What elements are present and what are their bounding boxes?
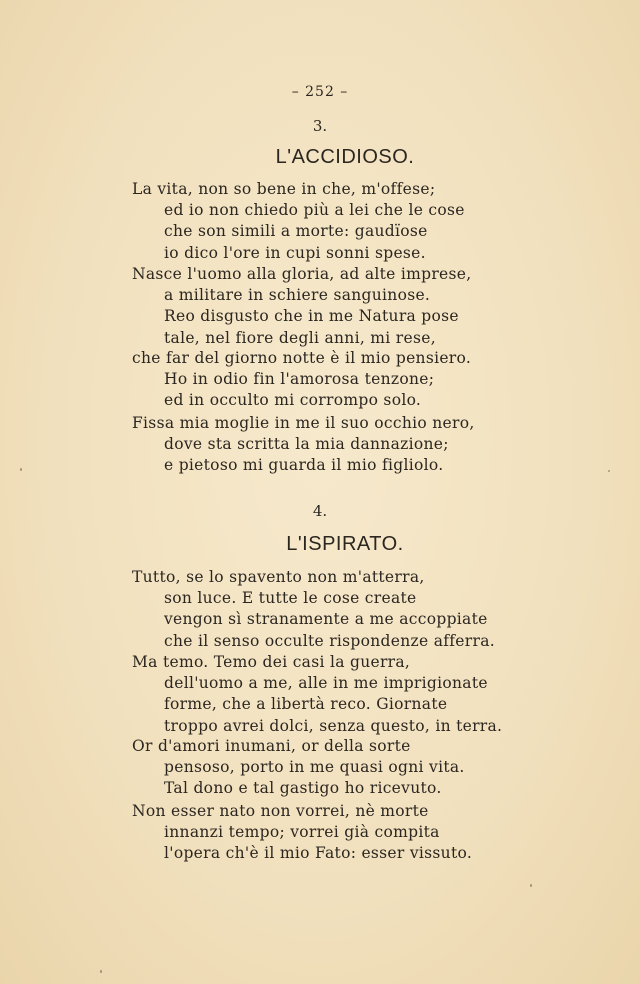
paper-speck — [530, 884, 532, 887]
verse-line: pensoso, porto in me quasi ogni vita. — [164, 758, 465, 777]
verse-line: a militare in schiere sanguinose. — [164, 286, 431, 305]
section-number: 3. — [312, 117, 328, 135]
verse-line: Tal dono e tal gastigo ho ricevuto. — [164, 779, 442, 798]
verse-line: che il senso occulte rispondenze afferra. — [164, 631, 495, 650]
verse-line: Tutto, se lo spavento non m'atterra, — [132, 568, 425, 586]
stanza — [132, 413, 492, 477]
paper-speck — [608, 470, 610, 472]
section-number: 4. — [312, 502, 328, 520]
verse-line: ed in occulto mi corrompo solo. — [164, 391, 422, 410]
stanza — [132, 264, 492, 349]
verse-line: l'opera ch'è il mio Fato: esser vissuto. — [164, 844, 473, 863]
stanza — [132, 179, 492, 264]
verse-line: che far del giorno notte è il mio pensiero. — [132, 349, 472, 367]
verse-line: troppo avrei dolci, senza questo, in terra. — [164, 716, 503, 735]
paper-speck — [20, 468, 22, 471]
verse-line: Nasce l'uomo alla gloria, ad alte imprese, — [132, 265, 472, 283]
verse-line: ed io non chiedo più a lei che le cose — [164, 201, 465, 220]
stanza — [132, 736, 492, 800]
section-title: L'ACCIDIOSO. — [275, 146, 415, 168]
verse-line: vengon sì stranamente a me accoppiate — [164, 610, 488, 629]
verse-line: Non esser nato non vorrei, nè morte — [132, 802, 429, 820]
verse-line: Ma temo. Temo dei casi la guerra, — [132, 653, 411, 671]
verse-line: che son simili a morte: gaudïose — [164, 222, 428, 241]
page-number: – 252 – — [291, 84, 349, 100]
stanza — [132, 567, 495, 652]
verse-line: Ho in odio fin l'amorosa tenzone; — [164, 370, 435, 389]
verse-line: innanzi tempo; vorrei già compita — [164, 823, 440, 842]
verse-line: son luce. E tutte le cose create — [164, 589, 417, 608]
verse-line: La vita, non so bene in che, m'offese; — [132, 180, 436, 198]
verse-line: Or d'amori inumani, or della sorte — [132, 737, 411, 755]
verse-line: io dico l'ore in cupi sonni spese. — [164, 243, 426, 262]
section-title: L'ISPIRATO. — [286, 533, 404, 555]
verse-line: dell'uomo a me, alle in me imprigionate — [164, 674, 488, 693]
stanza — [132, 801, 492, 865]
verse-line: e pietoso mi guarda il mio figliolo. — [164, 456, 444, 475]
verse-line: forme, che a libertà reco. Giornate — [164, 695, 448, 714]
stanza — [132, 652, 503, 737]
stanza — [132, 348, 492, 412]
verse-line: dove sta scritta la mia dannazione; — [164, 435, 449, 454]
verse-line: tale, nel fiore degli anni, mi rese, — [164, 328, 436, 347]
paper-speck — [100, 970, 102, 973]
verse-line: Reo disgusto che in me Natura pose — [164, 307, 459, 326]
verse-line: Fissa mia moglie in me il suo occhio nero, — [132, 414, 475, 432]
